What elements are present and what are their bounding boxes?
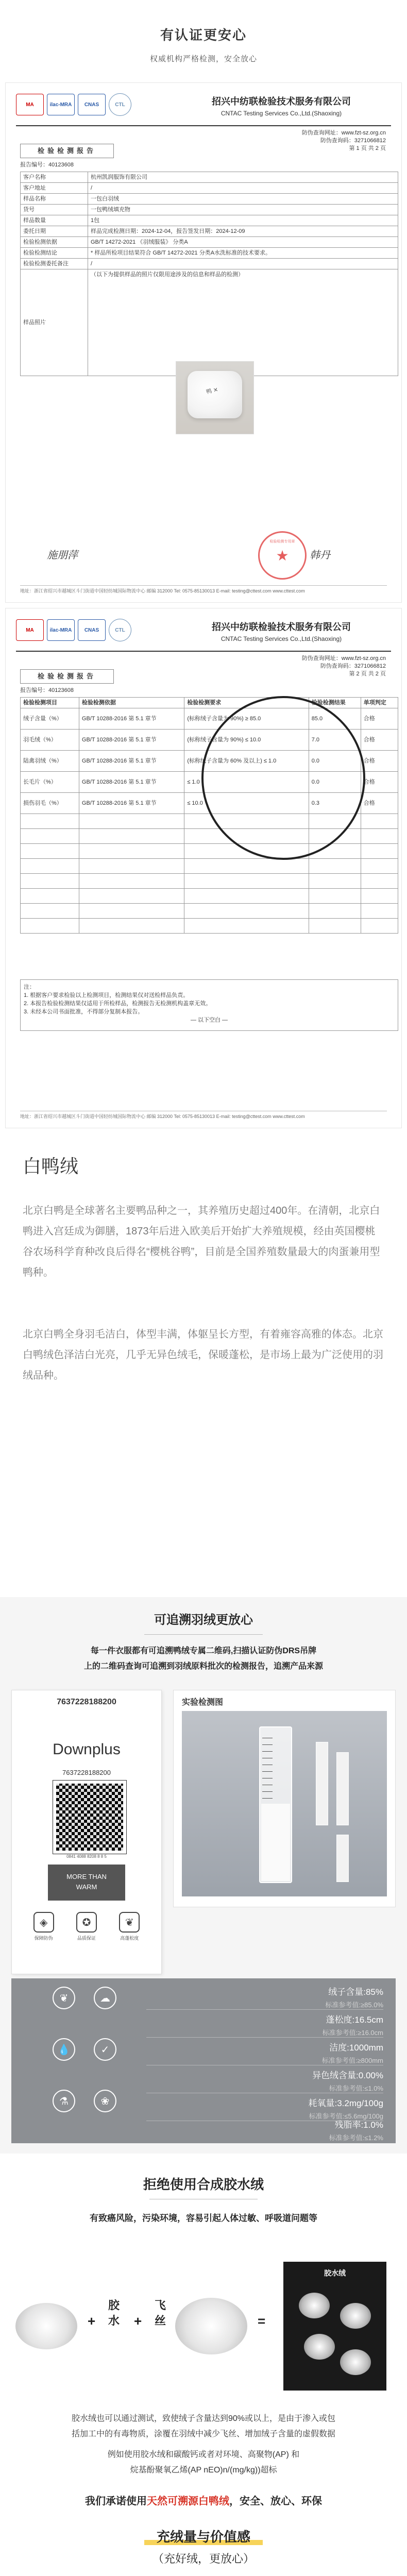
shield-icon: ◈ bbox=[33, 1912, 54, 1933]
fiber-burst-image bbox=[175, 2298, 247, 2354]
test-report-page-1 bbox=[5, 82, 402, 603]
intro-paragraph-1: 北京白鸭是全球著名主要鸭品种之一，其养殖历史超过400年。在清朝，北京白鸭进入宫廷成为御膳，1873年后进入欧美后开始扩大养殖规模，经由英国樱桃谷农场科学育种改良后得名“樱桃谷鸭”，目前是全国养殖数量最大的肉蛋兼用型鸭种。 bbox=[23, 1205, 380, 1278]
glue-down-explanation: 胶水绒也可以通过测试，致使绒子含量达到90%或以上，是由于渗入或包 括加工中的有毒物质，涂覆在羽绒中减少飞丝、增加绒子含量的虚假数据 bbox=[71, 2414, 336, 2438]
report-title: 检验检测报告 bbox=[20, 144, 114, 158]
title-divider bbox=[144, 1634, 263, 1635]
stat-item: 绒子含量:85% 标准参考值:≥85.0% bbox=[325, 1987, 383, 2009]
row-label: 货号 bbox=[21, 205, 88, 215]
report-info-row bbox=[21, 259, 398, 269]
stat-item: 残脂率:1.0% 标准参考值:≤1.2% bbox=[329, 2120, 383, 2142]
leaf-icon: ❀ bbox=[94, 2090, 116, 2112]
table-cell: 羽毛绒（%） bbox=[21, 730, 79, 751]
table-cell: ≤ 10.0 bbox=[184, 793, 309, 814]
report-info-row bbox=[21, 194, 398, 205]
tag-icon-row bbox=[22, 1912, 151, 1941]
report-number: 报告编号：40123608 bbox=[20, 687, 74, 693]
table-cell: 损伤羽毛（%） bbox=[21, 793, 79, 814]
row-value: 杭州凯润服饰有限公司 bbox=[88, 172, 398, 183]
report-footer: 地址：浙江省绍兴市越城区斗门街道中国轻纺城国际物流中心 邮编 312000 Tel: 0575-85130013 E-mail: testing@cttest.com www.cttest.com bbox=[20, 1111, 387, 1120]
check-icon: ✓ bbox=[94, 2038, 116, 2061]
section-title: 拒绝使用合成胶水绒 bbox=[143, 2177, 264, 2192]
flask-icon: ⚗ bbox=[53, 2090, 75, 2112]
equals-icon: = bbox=[258, 2313, 266, 2329]
row-label: 客户地址 bbox=[21, 183, 88, 194]
qr-code-number: 7637228188200 bbox=[62, 1769, 111, 1776]
report-info-row bbox=[21, 269, 398, 376]
fill-value-headline: 充绒量与价值感 bbox=[156, 2529, 250, 2545]
row-value: GB/T 14272-2021 《羽绒服装》 分类A bbox=[88, 237, 398, 248]
tag-icon-2: ✪ 品质保证 bbox=[71, 1912, 102, 1941]
section-title: 有认证更安心 bbox=[160, 27, 247, 43]
section-description: 每一件衣服都有可追溯鸭绒专属二维码,扫描认证防伪DRS吊牌 上的二维码查询可追溯到羽绒原料批次的检测报告，追溯产品来源 bbox=[83, 1647, 323, 1671]
table-cell: GB/T 10288-2016 第 5.1 章节 bbox=[79, 708, 184, 730]
glue-down-formula bbox=[15, 2262, 392, 2396]
badge-icon: ✪ bbox=[76, 1912, 97, 1933]
report-info-row bbox=[21, 215, 398, 226]
sample-label: 鸭 ✕ bbox=[206, 386, 219, 396]
cert-logos bbox=[16, 93, 131, 116]
no-glue-down-section bbox=[0, 2154, 407, 2576]
report-info-table bbox=[20, 172, 398, 376]
intro-heading: 白鸭绒 bbox=[23, 1156, 79, 1177]
blank-row bbox=[21, 874, 398, 889]
glue-down-card bbox=[283, 2262, 386, 2391]
ilac-logo: ilac-MRA bbox=[47, 94, 75, 115]
plus-icon: + bbox=[134, 2313, 142, 2329]
white-duck-down-intro bbox=[0, 1133, 407, 1607]
row-label: 检验检测结论 bbox=[21, 248, 88, 259]
row-value: 样品完成检测日期：2024-12-04，报告签发日期：2024-12-09 bbox=[88, 226, 398, 237]
header-section bbox=[0, 0, 407, 77]
table-cell: ≤ 1.0 bbox=[184, 772, 309, 793]
glue-down-title: 胶水绒 bbox=[324, 2269, 346, 2277]
promise-text: 我们承诺使用天然可溯源白鸭绒，安全、放心、环保 bbox=[85, 2496, 322, 2507]
blank-row bbox=[21, 844, 398, 859]
qr-code-icon[interactable] bbox=[53, 1781, 126, 1854]
column-header: 检验检测要求 bbox=[184, 698, 309, 708]
column-header: 单项判定 bbox=[361, 698, 398, 708]
glue-label: 胶 水 bbox=[108, 2299, 120, 2327]
row-label: 检验检测依据 bbox=[21, 237, 88, 248]
report-info-row bbox=[21, 237, 398, 248]
test-report-page-2 bbox=[5, 608, 402, 1128]
cloud-icon: ☁ bbox=[94, 1987, 116, 2009]
sample-photo bbox=[176, 361, 254, 434]
down-cluster-image bbox=[15, 2303, 77, 2349]
column-header: 检验检测结果 bbox=[309, 698, 361, 708]
row-value: 一包白羽绒 bbox=[88, 194, 398, 205]
table-cell: (标称绒子含量为 90%) ≥ 85.0 bbox=[184, 708, 309, 730]
highlight-circle bbox=[201, 696, 365, 860]
test-tube bbox=[336, 1752, 349, 1825]
report-info-row bbox=[21, 226, 398, 237]
row-label: 样品照片 bbox=[21, 269, 88, 376]
table-cell: 陆禽羽绒（%） bbox=[21, 751, 79, 772]
stat-item: 耗氧量:3.2mg/100g 标准参考值:≤5.6mg/100g bbox=[308, 2098, 383, 2120]
test-stats-panel bbox=[11, 1978, 396, 2143]
header-rule bbox=[16, 125, 391, 126]
test-tube bbox=[316, 1742, 328, 1825]
signature-left: 施朋萍 bbox=[47, 549, 78, 561]
company-name: 招兴中纺联检验技术服务有限公司 CNTAC Testing Services Co.,Ltd.(Shaoxing) bbox=[212, 622, 351, 642]
down-sample-bag bbox=[188, 371, 242, 418]
tag-code: 7637228188200 bbox=[57, 1698, 116, 1706]
report-number: 报告编号：40123608 bbox=[20, 162, 74, 168]
cert-logos bbox=[16, 619, 131, 641]
report-info-row bbox=[21, 248, 398, 259]
ilac-logo: ilac-MRA bbox=[47, 619, 75, 641]
report-info-row bbox=[21, 183, 398, 194]
lab-test-photo bbox=[182, 1711, 387, 1896]
row-value: （以下为提供样品的照片仅限用途涉及的信息和样品的检测） bbox=[88, 269, 398, 376]
report-info-row bbox=[21, 205, 398, 215]
qr-serial: 0841 4088 8208 8 8 5 bbox=[66, 1854, 107, 1859]
plus-icon: + bbox=[88, 2313, 96, 2329]
table-cell: 合格 bbox=[361, 793, 398, 814]
table-cell: 0.3 bbox=[309, 793, 361, 814]
fly-fiber-label: 飞 丝 bbox=[155, 2299, 166, 2327]
blank-row bbox=[21, 904, 398, 919]
table-cell: (标称绒子含量为 60% 及以上) ≤ 1.0 bbox=[184, 751, 309, 772]
feather-icon: ❦ bbox=[53, 1987, 75, 2009]
glue-down-note: 例如使用胶水绒和碳酸钙或者对环境、高聚物(AP) 和 烷基酚聚氧乙烯(AP nEO)n/(mg/kg))超标 bbox=[107, 2450, 300, 2475]
row-value: 1包 bbox=[88, 215, 398, 226]
signature-right: 韩丹 bbox=[310, 549, 330, 561]
section-title: 可追溯羽绒更放心 bbox=[154, 1613, 253, 1627]
row-label: 样品名称 bbox=[21, 194, 88, 205]
row-value: / bbox=[88, 259, 398, 269]
table-cell: GB/T 10288-2016 第 5.1 章节 bbox=[79, 793, 184, 814]
row-value: 一包鸭绒填充物 bbox=[88, 205, 398, 215]
row-value: / bbox=[88, 183, 398, 194]
stat-item: 蓬松度:16.5cm 标准参考值:≥16.0cm bbox=[322, 2015, 383, 2037]
stat-item: 异色绒含量:0.00% 标准参考值:≤1.0% bbox=[312, 2071, 383, 2092]
report-notes: 注： 1. 根据客户要求检验以上检测项目，检测结果仅对送检样品负责。 2. 本报告检验检测结果仅适用于所检样品，检测报告无检测机构盖章无效。 3. 未经本公司书面批准，不得部分复制本报告。 — 以下空白 — bbox=[20, 979, 398, 1031]
table-cell: 长毛片（%） bbox=[21, 772, 79, 793]
table-cell: 绒子含量（%） bbox=[21, 708, 79, 730]
row-label: 样品数量 bbox=[21, 215, 88, 226]
stat-icons bbox=[22, 1987, 145, 2136]
report-title: 检验检测报告 bbox=[20, 669, 114, 684]
ma-logo: MA bbox=[16, 94, 44, 115]
cnas-logo: CNAS bbox=[78, 619, 106, 641]
report-info: 防伪查询网址：www.fzt-sz.org.cn 防伪查询码：3271066812 第 1 页 共 2 页 bbox=[301, 130, 386, 151]
table-cell: 85.0 bbox=[309, 708, 361, 730]
blank-row bbox=[21, 859, 398, 874]
table-cell: 7.0 bbox=[309, 730, 361, 751]
row-label: 委托日期 bbox=[21, 226, 88, 237]
report-info-row bbox=[21, 172, 398, 183]
company-name: 招兴中纺联检验技术服务有限公司 CNTAC Testing Services Co.,Ltd.(Shaoxing) bbox=[212, 96, 351, 117]
report-info: 防伪查询网址：www.fzt-sz.org.cn 防伪查询码：3271066812 第 2 页 共 2 页 bbox=[301, 655, 386, 677]
drs-hang-tag bbox=[11, 1690, 162, 1974]
cnas-logo: CNAS bbox=[78, 94, 106, 115]
row-label: 客户名称 bbox=[21, 172, 88, 183]
intro-paragraph-2: 北京白鸭全身羽毛洁白，体型丰满，体躯呈长方型，有着雍容高雅的体态。北京白鸭绒色泽洁白光亮，几乎无异色绒毛，保暖蓬松，是市场上最为广泛使用的羽绒品种。 bbox=[23, 1329, 383, 1381]
row-label: 检验检测委托备注 bbox=[21, 259, 88, 269]
table-cell: 合格 bbox=[361, 708, 398, 730]
test-tube bbox=[336, 1835, 349, 1882]
drop-icon: 💧 bbox=[53, 2038, 75, 2061]
red-stamp: 检验检测专用章 ★ bbox=[258, 531, 307, 580]
warm-label: MORE THAN WARM bbox=[48, 1865, 125, 1901]
table-cell: 0.0 bbox=[309, 751, 361, 772]
header-rule bbox=[16, 651, 391, 652]
report-header bbox=[16, 619, 391, 650]
column-header: 检验检测依据 bbox=[79, 698, 184, 708]
traceable-down-section bbox=[0, 1597, 407, 2154]
tag-icon-3: ❦ 高蓬松度 bbox=[114, 1912, 145, 1941]
ctl-logo: CTL bbox=[109, 619, 131, 641]
stat-item: 洁度:1000mm 标准参考值:≥800mm bbox=[321, 2043, 383, 2064]
section-description: 有致癌风险，污染环境，容易引起人体过敏、呼吸道问题等 bbox=[90, 2213, 317, 2223]
column-header: 检验检测项目 bbox=[21, 698, 79, 708]
blank-row bbox=[21, 889, 398, 904]
blank-row bbox=[21, 919, 398, 934]
measuring-cylinder bbox=[259, 1726, 292, 1883]
lab-card-title: 实验检测图 bbox=[182, 1698, 224, 1707]
lab-test-card bbox=[173, 1690, 396, 1907]
table-cell: GB/T 10288-2016 第 5.1 章节 bbox=[79, 751, 184, 772]
fill-value-subline: （充好绒，更放心） bbox=[152, 2552, 255, 2565]
feather-icon: ❦ bbox=[119, 1912, 140, 1933]
table-cell: 合格 bbox=[361, 730, 398, 751]
tag-icon-1: ◈ 保障防伪 bbox=[28, 1912, 59, 1941]
table-cell: 0.0 bbox=[309, 772, 361, 793]
tag-brand: Downplus bbox=[53, 1741, 121, 1758]
section-subtitle: 权威机构严格检测，安全放心 bbox=[149, 55, 257, 63]
table-cell: (标称绒子含量为 90%) ≤ 10.0 bbox=[184, 730, 309, 751]
ma-logo: MA bbox=[16, 619, 44, 641]
ctl-logo: CTL bbox=[109, 93, 131, 116]
table-cell: 合格 bbox=[361, 772, 398, 793]
table-cell: GB/T 10288-2016 第 5.1 章节 bbox=[79, 730, 184, 751]
row-value: * 样品所检项目结果符合 GB/T 14272-2021 分类A水洗标准的技术要求。 bbox=[88, 248, 398, 259]
report-footer: 地址：浙江省绍兴市越城区斗门街道中国轻纺城国际物流中心 邮编 312000 Tel: 0575-85130013 E-mail: testing@cttest.com www.cttest.com bbox=[20, 585, 387, 594]
table-cell: GB/T 10288-2016 第 5.1 章节 bbox=[79, 772, 184, 793]
table-cell: 合格 bbox=[361, 751, 398, 772]
report-header bbox=[16, 93, 391, 124]
